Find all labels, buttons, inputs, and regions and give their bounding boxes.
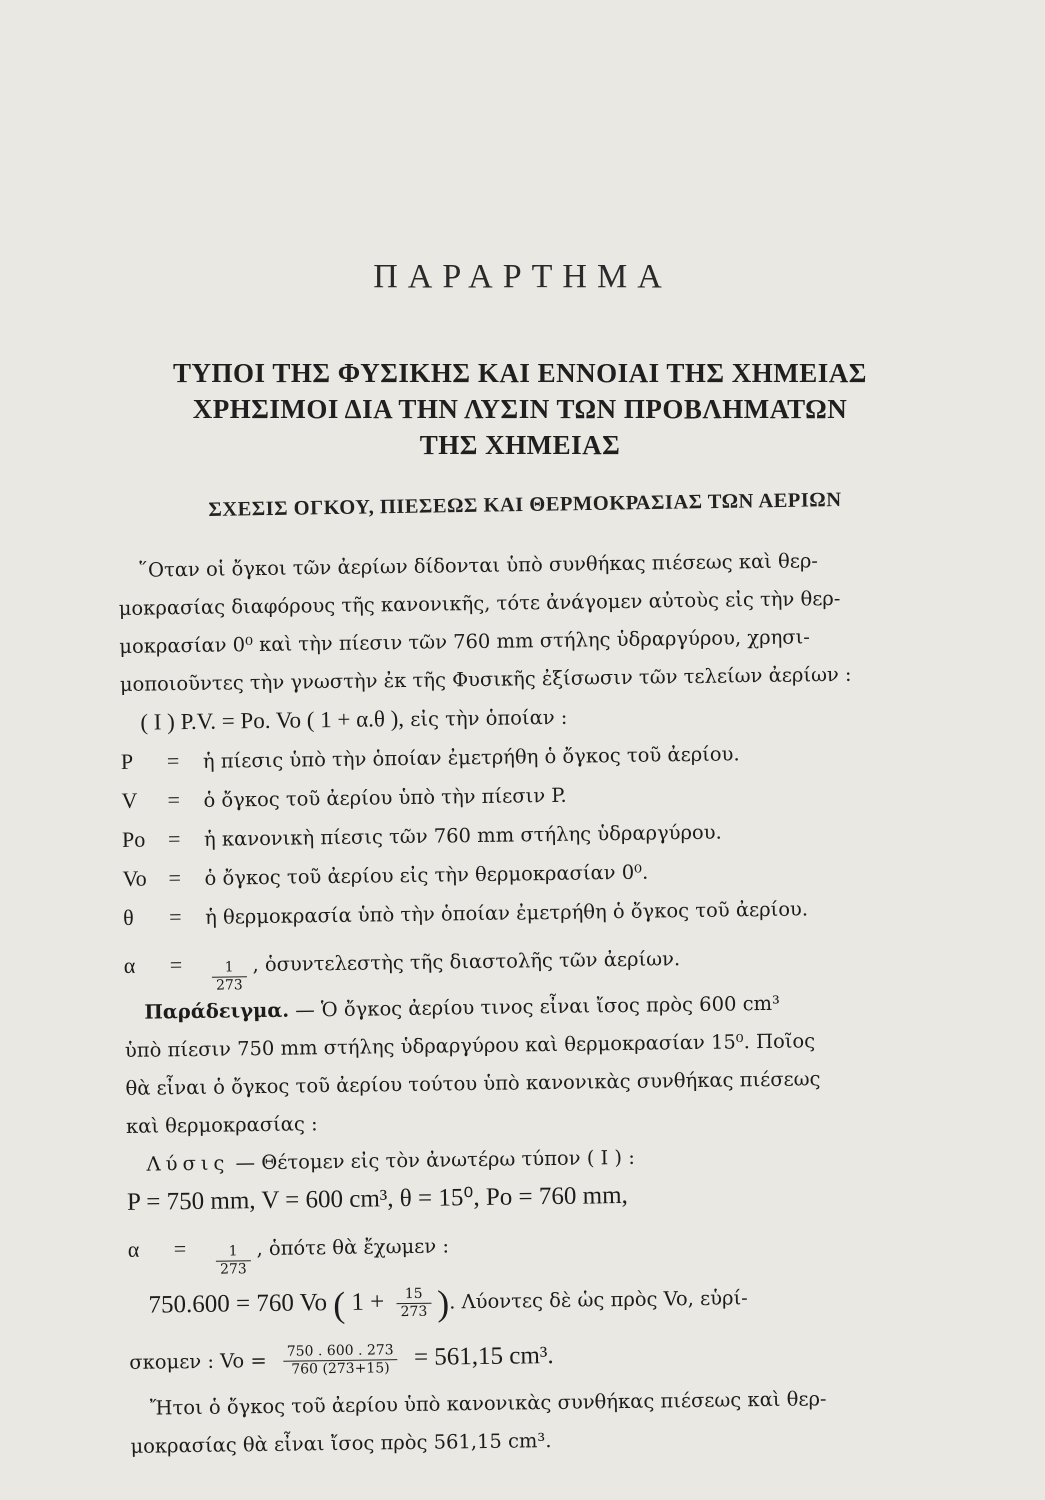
alpha-equals: = bbox=[169, 952, 183, 978]
subsection-heading: ΣΧΕΣΙΣ ΟΓΚΟΥ, ΠΙΕΣΕΩΣ ΚΑΙ ΘΕΡΜΟΚΡΑΣΙΑΣ ΤΩΝ ΑΕΡΙΩΝ bbox=[208, 489, 842, 521]
example-line-3: θὰ εἶναι ὁ ὄγκος τοῦ ἀερίου τούτου ὑπὸ κανονικὰς συνθήκας πιέσεως bbox=[125, 1067, 821, 1100]
definition-equals: = bbox=[167, 826, 181, 852]
paren-open: ( bbox=[332, 1284, 346, 1325]
fraction-numerator: 1 bbox=[216, 1243, 251, 1261]
intro-line-4: μοποιοῦντες τὴν γνωστὴν ἐκ τῆς Φυσικῆς ἐξίσωσιν τῶν τελείων ἀερίων : bbox=[119, 662, 852, 696]
fraction-denominator: 273 bbox=[215, 977, 243, 994]
equation-2-left: σκομεν : Vo = bbox=[129, 1349, 267, 1374]
fraction-numerator: 15 bbox=[396, 1286, 431, 1304]
equation-2-fraction bbox=[283, 1342, 398, 1379]
equation-1-text: . Λύοντες δὲ ὡς πρὸς Vo, εὑρί- bbox=[449, 1286, 748, 1314]
gas-law-formula: ( I ) P.V. = Po. Vo ( 1 + α.θ ), bbox=[140, 706, 405, 735]
conclusion-line-1: Ἤτοι ὁ ὄγκος τοῦ ἀερίου ὑπὸ κανονικὰς συνθήκας πιέσεως καὶ θερ- bbox=[149, 1387, 827, 1420]
fraction-denominator: 273 bbox=[219, 1261, 247, 1278]
fraction-numerator: 1 bbox=[212, 959, 247, 977]
gas-law-formula-text: εἰς τὴν ὁποίαν : bbox=[403, 705, 568, 732]
equation-1-left: 750.600 = 760 Vo bbox=[148, 1289, 328, 1319]
alpha-symbol: α bbox=[123, 952, 136, 978]
definition-equals: = bbox=[166, 748, 180, 774]
fraction-denominator: 760 (273+15) bbox=[291, 1360, 390, 1378]
definition-equals: = bbox=[167, 787, 181, 813]
equation-1-inner: 1 + bbox=[351, 1288, 385, 1316]
equation-1-fraction bbox=[396, 1286, 431, 1321]
example-line-2: ὑπὸ πίεσιν 750 mm στήλης ὑδραργύρου καὶ θερμοκρασίαν 15⁰. Ποῖος bbox=[124, 1029, 816, 1062]
section-heading-line-3: ΤΗΣ ΧΗΜΕΙΑΣ bbox=[419, 430, 621, 460]
example-text: — Ὁ ὄγκος ἀερίου τινος εἶναι ἴσος πρὸς 600 cm³ bbox=[288, 991, 781, 1022]
conclusion-line-2: μοκρασίας θὰ εἶναι ἴσος πρὸς 561,15 cm³. bbox=[130, 1429, 552, 1458]
fraction-denominator: 273 bbox=[400, 1303, 428, 1321]
alpha-fraction bbox=[216, 1243, 251, 1278]
body-text bbox=[118, 541, 931, 1466]
definition-symbol: Vo bbox=[122, 865, 147, 891]
definition-symbol: P bbox=[120, 748, 134, 774]
equation-2-right: = 561,15 cm³. bbox=[413, 1341, 554, 1371]
alpha-symbol: α bbox=[127, 1236, 140, 1262]
page-title: ΠΑΡΑΡΤΗΜΑ bbox=[373, 258, 672, 295]
intro-line-1: ῞Οταν οἱ ὄγκοι τῶν ἀερίων δίδονται ὑπὸ συνθήκας πιέσεως καὶ θερ- bbox=[138, 549, 819, 582]
example-label: Παράδειγμα. bbox=[144, 998, 290, 1024]
definition-symbol: Po bbox=[121, 826, 146, 852]
definition-text: ἡ θερμοκρασία ὑπὸ τὴν ὁποίαν ἐμετρήθη ὁ ὄγκος τοῦ ἀερίου. bbox=[204, 897, 809, 929]
intro-line-3: μοκρασίαν 0⁰ καὶ τὴν πίεσιν τῶν 760 mm στήλης ὑδραργύρου, χρησι- bbox=[119, 625, 810, 658]
definition-text: ἡ κανονικὴ πίεσις τῶν 760 mm στήλης ὑδραργύρου. bbox=[203, 820, 722, 851]
definition-text: ὁ ὄγκος τοῦ ἀερίου εἰς τὴν θερμοκρασίαν 0⁰. bbox=[204, 860, 649, 890]
solution-label: Λύσις bbox=[146, 1151, 230, 1176]
section-heading-line-2: ΧΡΗΣΙΜΟΙ ΔΙΑ ΤΗΝ ΛΥΣΙΝ ΤΩΝ ΠΡΟΒΛΗΜΑΤΩΝ bbox=[192, 394, 848, 424]
definition-symbol: V bbox=[121, 787, 138, 813]
example-line-4: καὶ θερμοκρασίας : bbox=[125, 1112, 318, 1138]
definition-text: ἡ πίεσις ὑπὸ τὴν ὁποίαν ἐμετρήθη ὁ ὄγκος τοῦ ἀερίου. bbox=[202, 742, 740, 773]
section-heading-line-1: ΤΥΠΟΙ ΤΗΣ ΦΥΣΙΚΗΣ ΚΑΙ ΕΝΝΟΙΑΙ ΤΗΣ ΧΗΜΕΙΑΣ bbox=[173, 358, 867, 388]
fraction-numerator: 750 . 600 . 273 bbox=[283, 1342, 398, 1362]
alpha-definition-text: , ὁσυντελεστὴς τῆς διαστολῆς τῶν ἀερίων. bbox=[252, 947, 681, 977]
solution-values: P = 750 mm, V = 600 cm³, θ = 15⁰, Po = 760 mm, bbox=[126, 1181, 628, 1216]
definition-text: ὁ ὄγκος τοῦ ἀερίου ὑπὸ τὴν πίεσιν P. bbox=[203, 783, 567, 812]
solution-alpha-text: , ὁπότε θὰ ἔχωμεν : bbox=[256, 1234, 450, 1261]
solution-text: — Θέτομεν εἰς τὸν ἀνωτέρω τύπον ( I ) : bbox=[229, 1145, 636, 1175]
intro-line-2: μοκρασίας διαφόρους τῆς κανονικῆς, τότε ἀνάγομεν αὐτοὺς εἰς τὴν θερ- bbox=[118, 586, 841, 620]
definition-equals: = bbox=[168, 904, 182, 930]
definition-symbol: θ bbox=[122, 904, 134, 930]
alpha-fraction bbox=[212, 959, 247, 994]
definition-equals: = bbox=[168, 865, 182, 891]
alpha-equals: = bbox=[173, 1236, 187, 1262]
paren-close: ) bbox=[436, 1282, 450, 1324]
